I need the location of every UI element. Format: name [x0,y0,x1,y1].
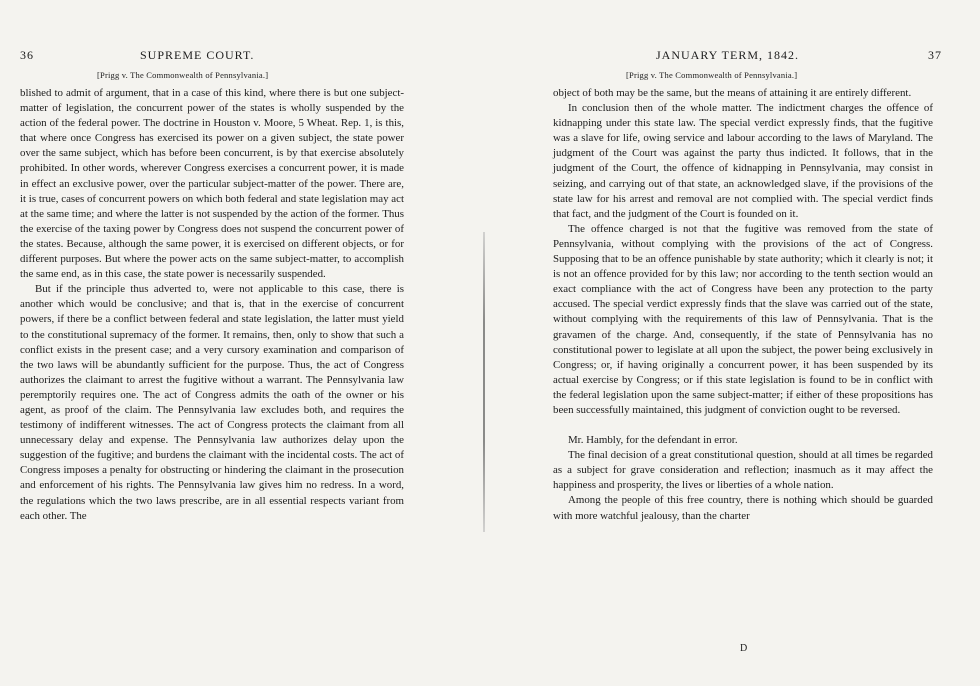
page-body [20,86,404,524]
paragraph: In conclusion then of the whole matter. The indictment charges the offence of kidnapping under this state law. The special verdict expressly finds, that the fugitive was a slave for life, owing service and labour according to the laws of Maryland. The judgment of the Court was against the party thus indicted. It follows, that in the judgment of the Court, the offence of kidnapping in Pennsylvania, may consist in seizing, and carrying out of that state, an acknowledged slave, if the provisions of the state law for his arrest and removal are not complied with. The special verdict finds that fact, and the judgment of the Court is founded on it. [553,102,933,220]
paragraph: But if the principle thus adverted to, were not applicable to this case, there is another which would be conclusive; and that is, that in the exercise of concurrent powers, if there be a conflict between federal and state legislation, the latter must yield to the constitutional supremacy of the former. It remains, then, only to show that such a conflict exists in the present case; and a very cursory examination and comparison of the two laws will be abundantly sufficient for the purpose. Thus, the act of Congress authorizes the claimant to arrest the fugitive without a warrant. The Pennsylvania law peremptorily requires one. The act of Congress admits the oath of the owner or his agent, as proof of the claim. The Pennsylvania law excludes both, and requires the testimony of indifferent witnesses. The act of Congress protects the claimant from all unnecessary delay and expense. The Pennsylvania law authorizes delay upon the suggestion of the fugitive; and burdens the claimant with the incidental costs. The act of Congress imposes a penalty for obstructing or hindering the claimant in the prosecution and enforcement of his rights. The Pennsylvania law gives him no redress. In a word, the regulations which the two laws prescribe, are in all essential respects variant from each other. The [20,283,404,522]
paragraph: object of both may be the same, but the means of attaining it are entirely different. [553,87,912,99]
paragraph: The final decision of a great constitutional question, should at all times be regarded as a subject for grave consideration and reflection; inasmuch as it may affect the happiness and prosperity, the lives or liberties of a whole nation. [553,449,933,492]
signature-mark: D [740,643,748,654]
paragraph: blished to admit of argument, that in a case of this kind, where there is but one subject-matter of legislation, the concurrent power of the states is wholly suspended by the action of the federal power. The doctrine in Houston v. Moore, 5 Wheat. Rep. 1, is this, that where once Congress has exercised its power on a given subject, the state power over the same subject, which has before been concurrent, is by that exercise absolutely prohibited. In other words, wherever Congress exercises a concurrent power, it is made in effect an exclusive power, over the particular subject-matter of the power. There are, it is true, cases of concurrent powers on which both federal and state legislation may act at the same time; and where the latter is not suspended by the action of the former. Thus the exercise of the taxing power by Congress does not suspend the concurrent power of the states. Because, although the same power, it is exercised on different objects, or for different purposes. But where the power acts on the same subject-matter, to accomplish the same end, as in this case, the state power is necessarily suspended. [20,87,404,281]
counsel-heading: Mr. Hambly, for the defendant in error. [568,434,738,447]
paragraph: The offence charged is not that the fugitive was removed from the state of Pennsylvania, without complying with the provisions of the act of Congress. Supposing that to be an offence punishable by state authority; which it clearly is not; it is not an offence provided for by this law; nor according to the tenth section would an exact compliance with the act of Congress have been any protection to the party accused. The special verdict expressly finds that the slave was carried out of the state, without complying with the requirements of this law of Pennsylvania. That is the gravamen of the charge. And, consequently, if the state of Pennsylvania has no constitutional power to legislate at all upon the subject, the power being exclusively in Congress; or, if having originally a concurrent power, it has been suspended by its actual exercise by Congress; or if this state legislation is found to be in conflict with the federal legislation upon the same subject-matter; if either of these propositions has been successfully maintained, this judgment of conviction ought to be reversed. [553,222,933,416]
page-body [553,86,933,524]
running-title: SUPREME COURT. [140,48,255,62]
page-number: 36 [20,48,34,62]
case-subhead: [Prigg v. The Commonwealth of Pennsylvania.] [626,70,798,80]
running-title: JANUARY TERM, 1842. [656,48,800,62]
case-subhead: [Prigg v. The Commonwealth of Pennsylvania.] [97,70,269,80]
right-page [490,0,980,686]
paragraph: Among the people of this free country, there is nothing which should be guarded with more watchful jealousy, than the charter [553,494,933,522]
page-number: 37 [928,48,942,62]
binding-gutter [483,232,485,532]
